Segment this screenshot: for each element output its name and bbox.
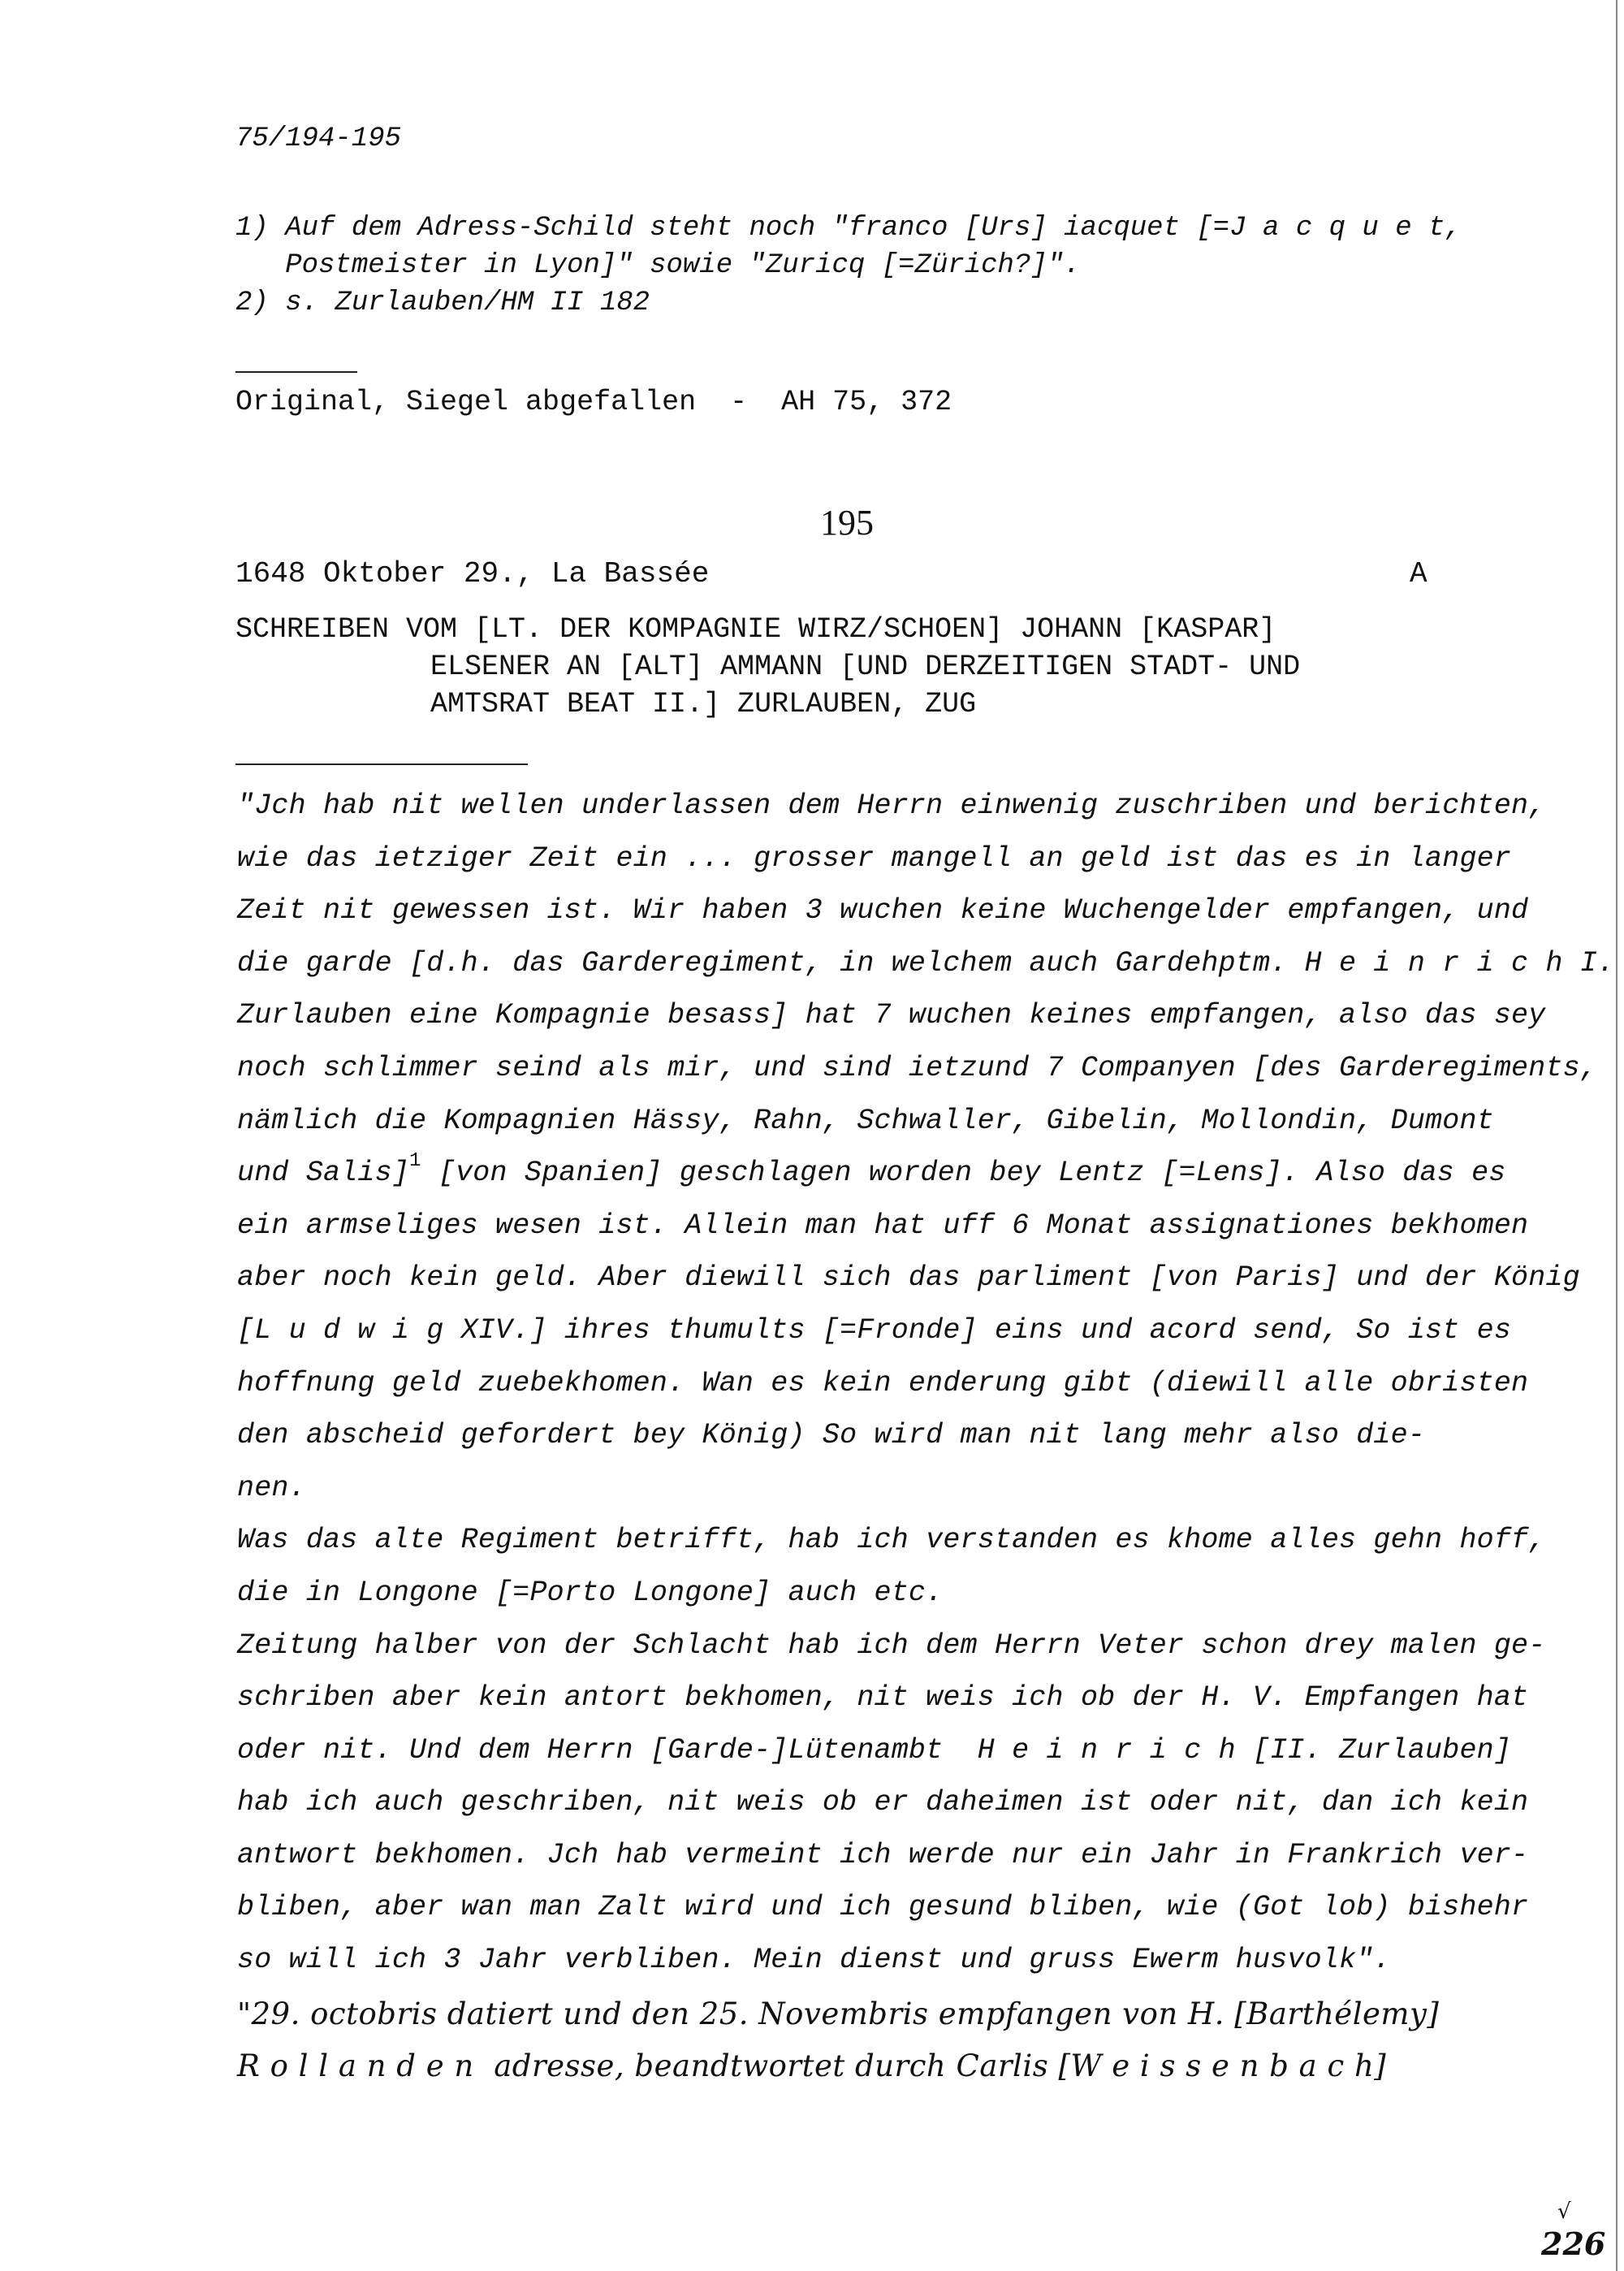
date-place: 1648 Oktober 29., La Bassée xyxy=(235,557,710,590)
body-line: oder nit. Und dem Herrn [Garde-]Lütenambt H e i n r i c h [II. Zurlauben] xyxy=(237,1733,1512,1767)
letter-body xyxy=(237,780,1614,1987)
body-line: wie das ietziger Zeit ein ... grosser mangell an geld ist das es in langer xyxy=(237,841,1512,875)
body-line-with-footnote xyxy=(237,1147,1614,1200)
body-line: Zeitung halber von der Schlacht hab ich dem Herrn Veter schon drey malen ge- xyxy=(237,1629,1546,1662)
body-line: aber noch kein geld. Aber diewill sich das parliment [von Paris] und der König xyxy=(237,1261,1580,1295)
body-line: so will ich 3 Jahr verbliben. Mein dienst und gruss Ewerm husvolk". xyxy=(237,1944,1391,1977)
body-line: antwort bekhomen. Jch hab vermeint ich werde nur ein Jahr in Frankrich ver- xyxy=(237,1838,1529,1871)
heading-line: AMTSRAT BEAT II.] ZURLAUBEN, ZUG xyxy=(430,688,977,720)
body-line: ein armseliges wesen ist. Allein man hat uff 6 Monat assignationes bekhomen xyxy=(237,1209,1529,1242)
footnote-line: 2) s. Zurlauben/HM II 182 xyxy=(235,288,650,318)
heading-divider xyxy=(235,763,528,765)
body-line: bliben, aber wan man Zalt wird und ich gesund bliben, wie (Got lob) bishehr xyxy=(237,1891,1529,1924)
heading-line: ELSENER AN [ALT] AMMANN [UND DERZEITIGEN STADT- UND xyxy=(430,651,1301,683)
body-line: den abscheid gefordert bey König) So wird man nit lang mehr also die- xyxy=(237,1419,1426,1452)
folio-checkmark: √ xyxy=(1557,2200,1571,2224)
body-line-part: [von Spanien] geschlagen worden bey Lentz [=Lens]. Also das es xyxy=(421,1157,1506,1190)
footnote-line: 1) Auf dem Adress-Schild steht noch "franco [Urs] iacquet [=J a c q u e t, xyxy=(235,213,1462,244)
body-line: Zurlauben eine Kompagnie besass] hat 7 wuchen keines empfangen, also das sey xyxy=(237,999,1546,1032)
body-line: nen. xyxy=(237,1471,306,1504)
page-edge xyxy=(1616,0,1618,2271)
heading-line: SCHREIBEN VOM [LT. DER KOMPAGNIE WIRZ/SCHOEN] JOHANN [KASPAR] xyxy=(235,613,1276,646)
folio-number: 226 xyxy=(1541,2226,1606,2262)
endorsement-line: "29. octobris datiert und den 25. Novembris empfangen von H. [Barthélemy] xyxy=(237,1996,1440,2031)
body-line: schriben aber kein antort bekhomen, nit weis ich ob der H. V. Empfangen hat xyxy=(237,1681,1529,1715)
footnote-reference: 1 xyxy=(409,1150,421,1173)
endorsement-line: R o l l a n d e n adresse, beandtwortet durch Carlis [W e i s s e n b a c h] xyxy=(237,2048,1387,2083)
footnotes xyxy=(235,210,1462,322)
classification-marker: A xyxy=(1410,557,1427,590)
body-line: noch schlimmer seind als mir, und sind ietzund 7 Companyen [des Garderegiments, xyxy=(237,1051,1598,1084)
endorsement xyxy=(237,1988,1439,2092)
document-heading xyxy=(235,611,1300,723)
body-line: nämlich die Kompagnien Hässy, Rahn, Schwaller, Gibelin, Mollondin, Dumont xyxy=(237,1104,1494,1137)
body-line: [L u d w i g XIV.] ihres thumults [=Fronde] eins und acord send, So ist es xyxy=(237,1313,1512,1347)
body-line: die garde [d.h. das Garderegiment, in welchem auch Gardehptm. H e i n r i c h I. xyxy=(237,946,1615,980)
source-note: Original, Siegel abgefallen - AH 75, 372 xyxy=(235,386,952,418)
footnote-divider xyxy=(235,371,357,373)
body-line: "Jch hab nit wellen underlassen dem Herrn einwenig zuschriben und berichten, xyxy=(237,789,1546,822)
body-line: hoffnung geld zuebekhomen. Wan es kein enderung gibt (diewill alle obristen xyxy=(237,1366,1529,1399)
body-line-part: und Salis] xyxy=(237,1157,410,1190)
document-number: 195 xyxy=(820,503,874,543)
body-line: Was das alte Regiment betrifft, hab ich verstanden es khome alles gehn hoff, xyxy=(237,1524,1546,1557)
body-line: die in Longone [=Porto Longone] auch etc. xyxy=(237,1576,944,1609)
footnote-line: Postmeister in Lyon]" sowie "Zuricq [=Zürich?]". xyxy=(235,250,1081,281)
body-line: hab ich auch geschriben, nit weis ob er daheimen ist oder nit, dan ich kein xyxy=(237,1786,1529,1819)
document-reference: 75/194-195 xyxy=(235,123,402,154)
body-line: Zeit nit gewessen ist. Wir haben 3 wuchen keine Wuchengelder empfangen, und xyxy=(237,894,1529,928)
